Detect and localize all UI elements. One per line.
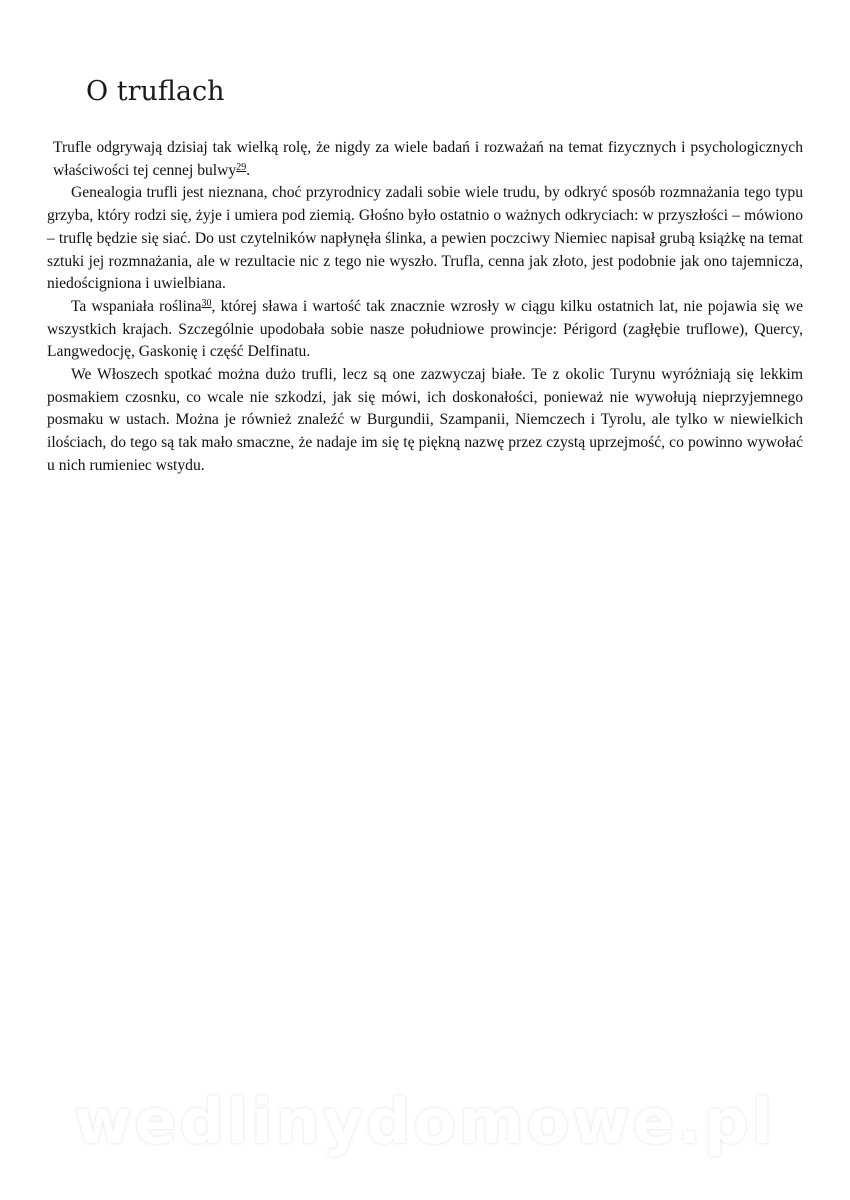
footnote-ref-30[interactable]: 30 xyxy=(201,297,212,309)
article-body xyxy=(47,137,803,478)
paragraph-1-text: Trufle odgrywają dzisiaj tak wielką rolę, że nigdy za wiele badań i rozważań na temat fizycznych i psychologicznych właściwości tej cennej bulwy xyxy=(53,139,803,179)
paragraph-3-start: Ta wspaniała roślina xyxy=(71,297,202,315)
paragraph-3 xyxy=(47,296,803,364)
paragraph-3-text: , której sława i wartość tak znacznie wzrosły w ciągu kilku ostatnich lat, nie pojawia się we wszystkich krajach. Szczególnie upodobała sobie nasze południowe prowincje: Périgord (zagłębie truflowe), Quercy, Langwedocję, Gaskonię i część Delfinatu. xyxy=(47,297,804,361)
watermark: wedlinydomowe.pl xyxy=(74,1085,776,1158)
paragraph-1 xyxy=(47,137,803,182)
paragraph-4: We Włoszech spotkać można dużo trufli, lecz są one zazwyczaj białe. Te z okolic Turynu wyróżniają się lekkim posmakiem czosnku, co wcale nie szkodzi, jak się mówi, ich doskonałości, ponieważ nie wywołują nieprzyjemnego posmaku w ustach. Można je również znaleźć w Burgundii, Szampanii, Niemczech i Tyrolu, ale tylko w niewielkich ilościach, do tego są tak mało smaczne, że nadaje im się tę piękną nazwę przez czystą uprzejmość, co powinno wywołać u nich rumieniec wstydu. xyxy=(47,366,803,474)
footnote-ref-29[interactable]: 29 xyxy=(236,161,247,173)
paragraph-1-end: . xyxy=(246,161,251,179)
paragraph-2: Genealogia trufli jest nieznana, choć przyrodnicy zadali sobie wiele trudu, by odkryć sposób rozmnażania tego typu grzyba, który rodzi się, żyje i umiera pod ziemią. Głośno było ostatnio o ważnych odkryciach: w przyszłości – mówiono – truflę będzie się siać. Do ust czytelników napłynęła ślinka, a pewien poczciwy Niemiec napisał grubą książkę na temat sztuki jej rozmnażania, ale w rezultacie nic z tego nie wyszło. Trufla, cenna jak złoto, jest podobnie jak ono tajemnicza, niedościgniona i uwielbiana. xyxy=(47,184,803,293)
page-title: O truflach xyxy=(86,76,225,107)
